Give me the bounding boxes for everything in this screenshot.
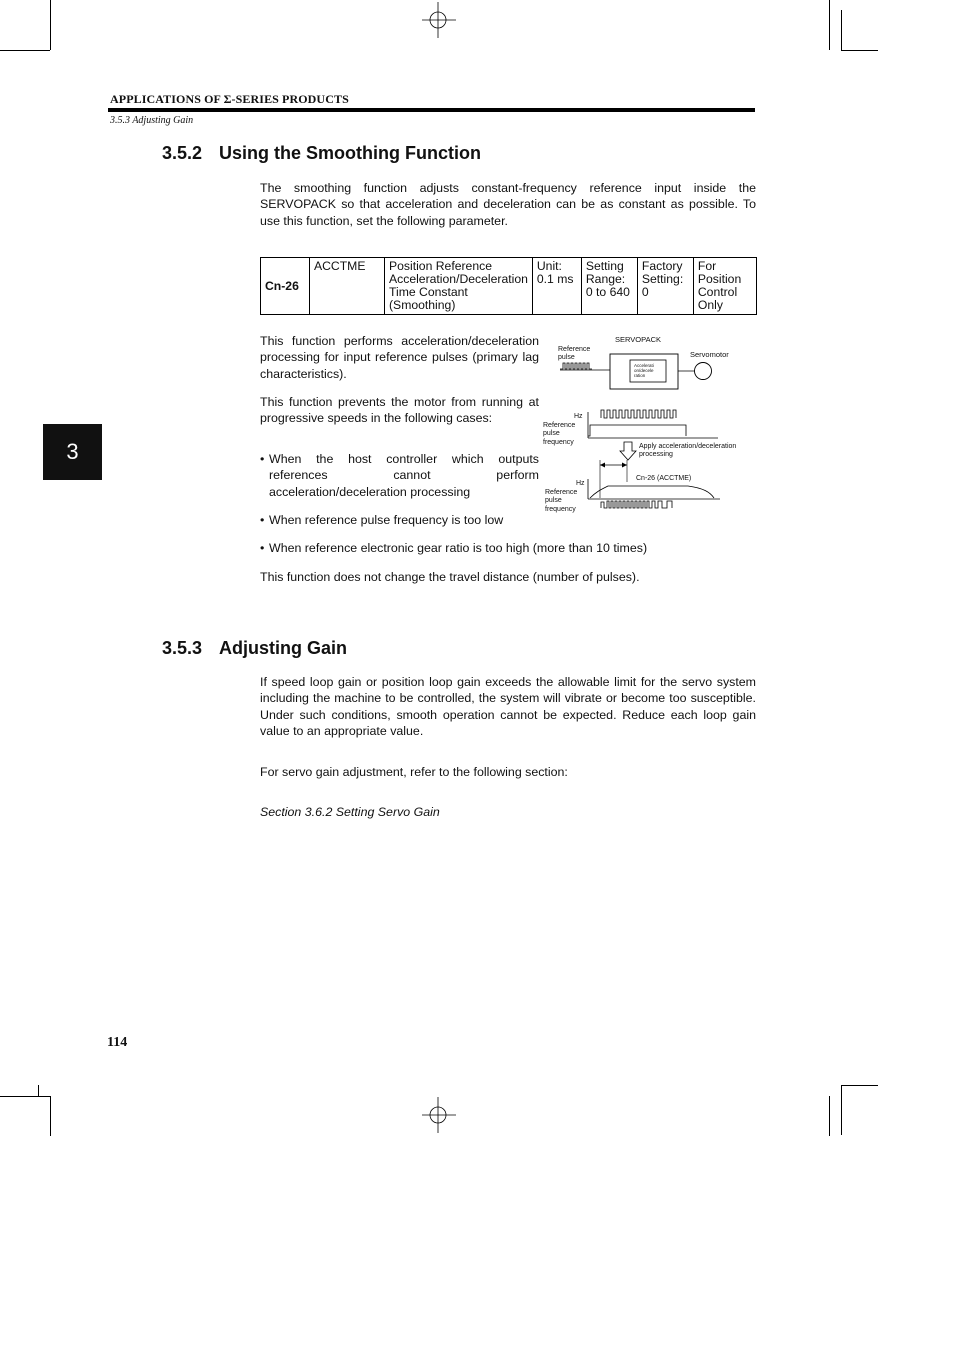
hz-label-bottom: Hz <box>576 480 585 487</box>
bullet-symbol: • <box>260 541 265 555</box>
chapter-tab: 3 <box>43 424 102 480</box>
param-description: Position Reference Acceleration/Deceleration Time Constant (Smoothing) <box>385 258 533 315</box>
para-acceleration-processing: This function performs acceleration/deceleration processing for input reference pulses (primary lag characteristics). <box>260 334 539 381</box>
header-rule <box>108 108 755 112</box>
gain-reference-intro: For servo gain adjustment, refer to the following section: <box>260 765 568 779</box>
param-control: For Position Control Only <box>693 258 756 315</box>
section-number: 3.5.3 <box>162 638 203 658</box>
list-item: • When the host controller which outputs references cannot perform acceleration/deceleration processing <box>260 452 539 499</box>
servomotor-label: Servomotor <box>690 350 729 359</box>
intro-paragraph: The smoothing function adjusts constant-frequency reference input inside the SERVOPACK so that acceleration and deceleration can be as constant as possible. To use this function, set the following parameter. <box>260 181 756 228</box>
section-title: Using the Smoothing Function <box>219 143 481 163</box>
section-number: 3.5.2 <box>162 143 203 163</box>
para-prevents-progressive: This function prevents the motor from running at progressive speeds in the following cases: <box>260 395 539 426</box>
down-arrow-icon <box>620 442 636 460</box>
param-range: Setting Range: 0 to 640 <box>581 258 637 315</box>
pulse-train-bottom <box>601 501 672 508</box>
accel-box-line-3: ration <box>634 373 646 378</box>
servopack-label: SERVOPACK <box>615 335 661 344</box>
acctme-label: Cn-26 (ACCTME) <box>636 475 692 482</box>
freq-label-bottom-3: frequency <box>545 506 576 513</box>
closing-paragraph: This function does not change the travel distance (number of pulses). <box>260 570 640 584</box>
accel-box-line-2: on/decele <box>634 368 654 373</box>
freq-label-top-1: Reference <box>543 422 576 429</box>
reference-pulse-train <box>560 363 592 369</box>
freq-label-top-3: frequency <box>543 439 574 446</box>
section-heading-352 <box>162 143 481 164</box>
table-row <box>261 258 757 315</box>
pulse-train-top <box>601 410 676 418</box>
param-unit: Unit: 0.1 ms <box>532 258 581 315</box>
page-number: 114 <box>107 1035 128 1050</box>
hz-label-top: Hz <box>574 413 583 420</box>
servomotor-icon <box>695 363 712 380</box>
smoothed-frequency-curve <box>590 486 714 498</box>
param-factory: Factory Setting: 0 <box>637 258 693 315</box>
apply-label-2: processing <box>639 451 673 458</box>
gain-paragraph: If speed loop gain or position loop gain exceeds the allowable limit for the servo system including the machine to be controlled, the system will vibrate or become too susceptible. Under such conditions, smooth operation cannot be expected. Reduce each loop gain value to an appropriate value. <box>260 675 756 738</box>
reference-pulse-label-2: pulse <box>558 354 575 361</box>
parameter-table <box>260 257 757 315</box>
list-item: • When reference electronic gear ratio is too high (more than 10 times) <box>260 541 648 555</box>
frequency-step <box>588 425 686 436</box>
registration-target-bottom <box>420 1095 460 1135</box>
section-reference-link[interactable]: Section 3.6.2 Setting Servo Gain <box>260 805 440 819</box>
param-code: Cn-26 <box>261 258 310 315</box>
section-title: Adjusting Gain <box>219 638 347 658</box>
reference-pulse-label-1: Reference <box>558 346 591 353</box>
section-heading-353 <box>162 638 347 659</box>
bullet-symbol: • <box>260 452 265 466</box>
sub-head: 3.5.3 Adjusting Gain <box>110 115 194 126</box>
freq-label-top-2: pulse <box>543 430 560 437</box>
freq-label-bottom-2: pulse <box>545 497 562 504</box>
accel-box-line-1: Accelerati <box>634 363 654 368</box>
param-name: ACCTME <box>310 258 385 315</box>
list-item: • When reference pulse frequency is too low <box>260 513 504 527</box>
apply-label-1: Apply acceleration/deceleration <box>639 443 737 450</box>
bullet-symbol: • <box>260 513 265 527</box>
freq-label-bottom-1: Reference <box>545 489 578 496</box>
running-head: APPLICATIONS OF Σ-SERIES PRODUCTS <box>110 92 349 106</box>
smoothing-diagram <box>538 332 758 517</box>
registration-target-top <box>420 0 460 40</box>
